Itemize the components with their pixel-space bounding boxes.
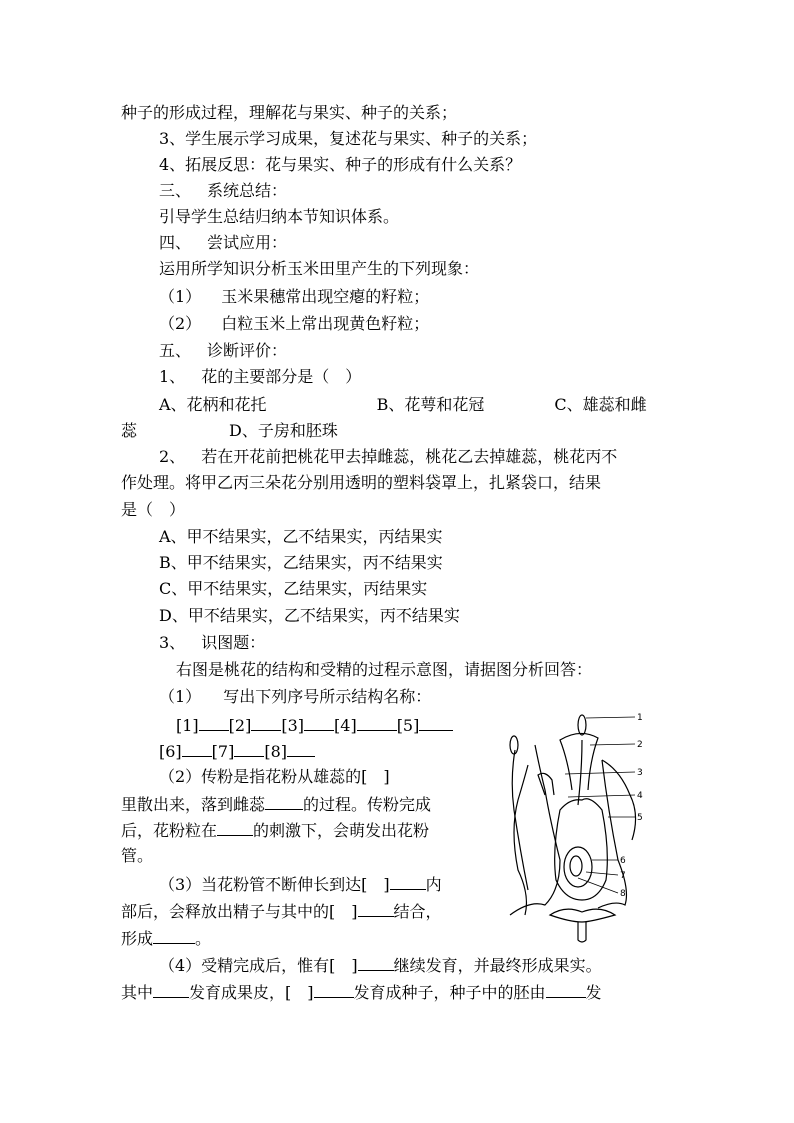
text-line: （4）受精完成后，惟有[ ] 继续发育，并最终形成果实。 <box>159 956 602 975</box>
option: C、甲不结果实，乙结果实，丙结果实 <box>159 579 428 598</box>
label-5: 5 <box>637 813 643 823</box>
option-row: 蕊 D、子房和胚珠 <box>121 421 338 440</box>
label-7: 7 <box>620 871 626 881</box>
text-line: 是（ ） <box>121 500 186 519</box>
text-line: （2）传粉是指花粉从雄蕊的[ ] <box>159 767 390 786</box>
text-line: 运用所学知识分析玉米田里产生的下列现象： <box>159 259 480 278</box>
receptacle <box>550 909 615 922</box>
question: 2、 若在开花前把桃花甲去掉雌蕊，桃花乙去掉雄蕊，桃花丙不 <box>159 447 618 466</box>
section-heading: 五、 诊断评价： <box>159 341 288 360</box>
text-line: 种子的形成过程，理解花与果实、种子的关系； <box>121 103 458 122</box>
text-line: 3、学生展示学习成果，复述花与果实、种子的关系； <box>159 129 538 148</box>
pointer-3 <box>565 772 635 774</box>
text-line: 后，花粉粒在 的刺激下，会萌发出花粉 <box>121 821 430 840</box>
blank-row: [6] [7] [8] <box>159 741 315 762</box>
text-line: 引导学生总结归纳本节知识体系。 <box>159 207 400 226</box>
option: B、甲不结果实，乙结果实，丙不结果实 <box>159 553 443 572</box>
text-line: 部后，会释放出精子与其中的[ ] 结合， <box>121 902 442 921</box>
list-item: （2） 白粒玉米上常出现黄色籽粒； <box>159 314 430 333</box>
peach-flower-diagram <box>490 700 680 950</box>
ovary <box>555 799 608 900</box>
ovule <box>564 847 592 887</box>
stigma <box>578 715 586 735</box>
pointer-4 <box>568 795 635 797</box>
text-line: 里散出来，落到雌蕊 的过程。传粉完成 <box>121 795 432 814</box>
label-4: 4 <box>637 791 643 801</box>
embryo-sac <box>570 856 582 876</box>
label-3: 3 <box>637 768 643 778</box>
section-heading: 四、 尝试应用： <box>159 233 288 252</box>
text-line: 管。 <box>121 846 154 865</box>
pointer-1 <box>586 717 635 718</box>
pointer-2 <box>590 744 635 745</box>
option-row: A、花柄和花托 B、花萼和花冠 C、雄蕊和雌 <box>159 395 647 414</box>
list-item: （1） 玉米果穗常出现空瘪的籽粒； <box>159 287 430 306</box>
text-line: 作处理。将甲乙丙三朵花分别用透明的塑料袋罩上，扎紧袋口，结果 <box>121 473 602 492</box>
petal-right-outline <box>598 760 626 908</box>
option: A、甲不结果实，乙不结果实，丙结果实 <box>159 527 443 546</box>
text-line: 右图是桃花的结构和受精的过程示意图，请据图分析回答： <box>176 660 593 679</box>
question: 1、 花的主要部分是（ ） <box>159 367 362 386</box>
label-2: 2 <box>637 740 643 750</box>
label-6: 6 <box>620 856 626 866</box>
text-line: 4、拓展反思：花与果实、种子的形成有什么关系？ <box>159 155 522 174</box>
section-heading: 三、 系统总结： <box>159 181 288 200</box>
pedicel <box>578 922 586 942</box>
text-line: （3）当花粉管不断伸长到达[ ] 内 <box>159 875 442 894</box>
petal-top <box>560 733 598 790</box>
text-line: 形成 。 <box>121 929 212 948</box>
sepal-left <box>514 765 528 915</box>
style <box>578 740 582 805</box>
anther-left <box>510 736 518 754</box>
label-8: 8 <box>620 889 626 899</box>
blank-row: [1] [2] [3] [4] [5] <box>176 715 453 736</box>
stamen-right <box>538 773 554 795</box>
question: 3、 识图题： <box>159 633 266 652</box>
option: D、甲不结果实，乙不结果实，丙不结果实 <box>159 606 460 625</box>
text-line: 其中 发育成果皮，[ ] 发育成种子，种子中的胚由 发 <box>121 983 602 1002</box>
text-line: （1） 写出下列序号所示结构名称： <box>159 687 432 706</box>
label-1: 1 <box>637 713 643 723</box>
